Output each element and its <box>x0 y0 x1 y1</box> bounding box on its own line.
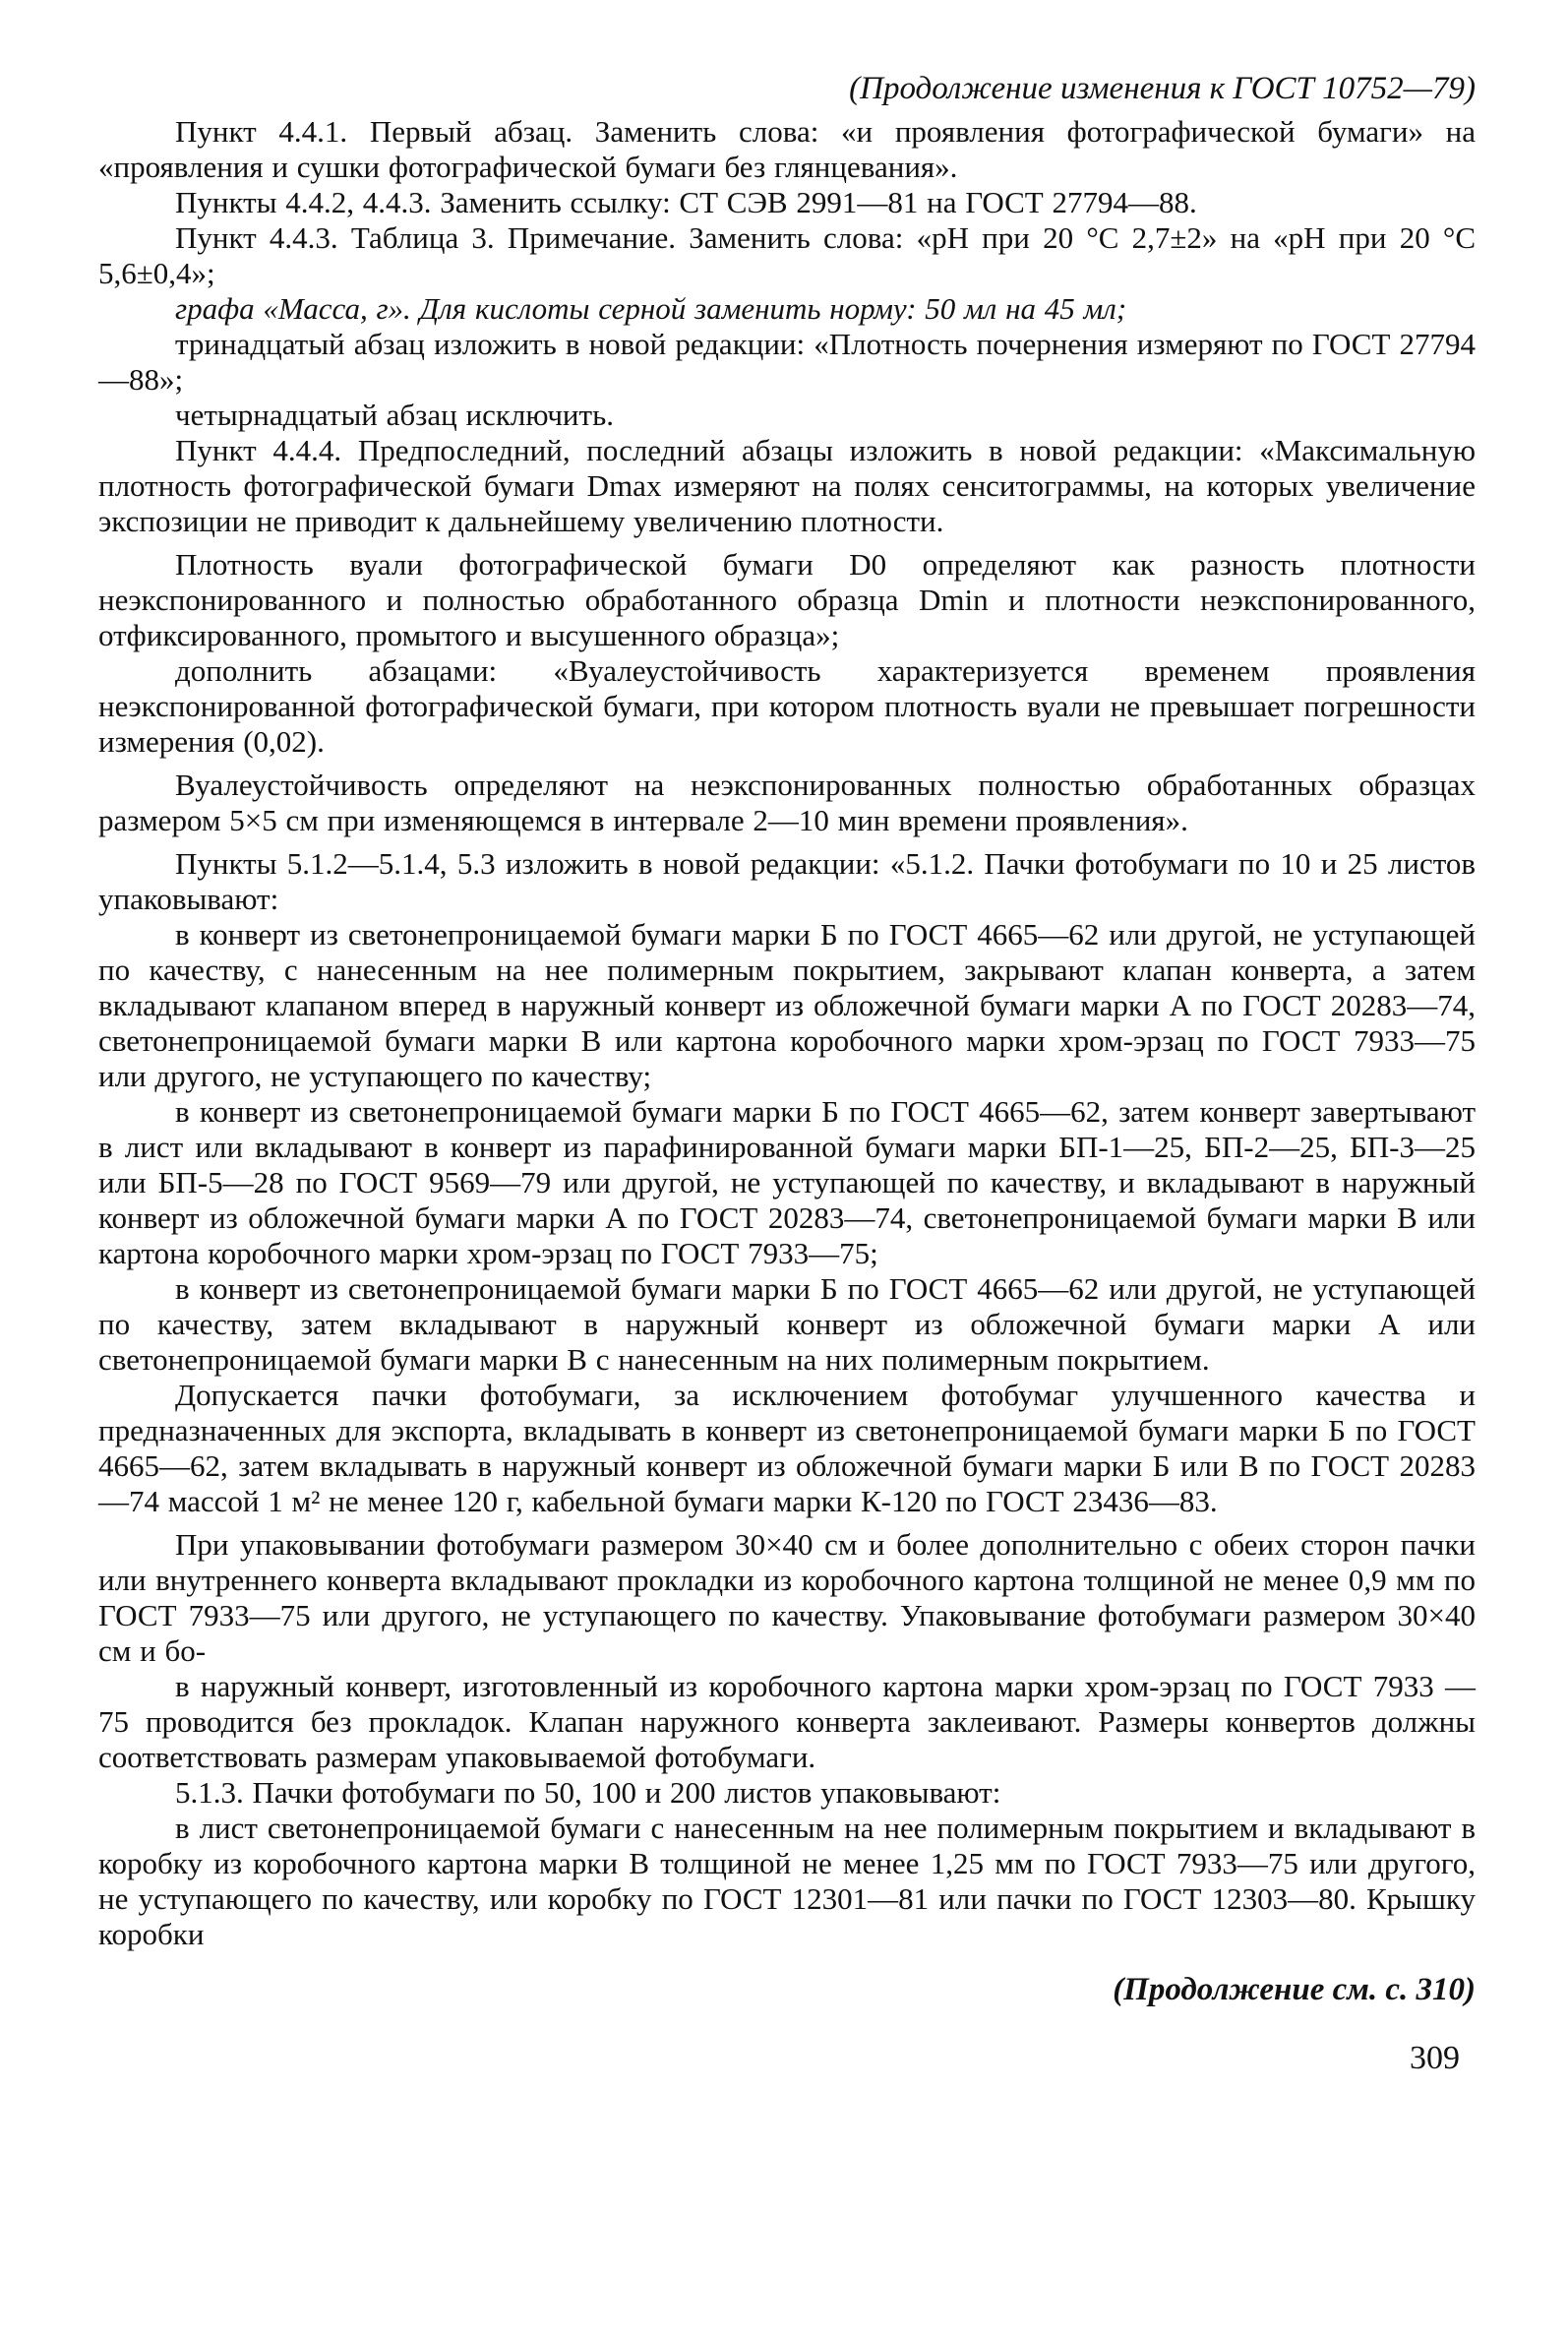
paragraph-5-1-3: 5.1.3. Пачки фотобумаги по 50, 100 и 200 листов упаковывают: <box>175 1775 1001 1810</box>
paragraph-4-4-4: Пункт 4.4.4. Предпоследний, последний абзацы изложить в новой редакции: «Максимальную плотность фотографической бумаги Dmax измеряют на полях сенситограммы, на которых увеличение экспозиции не приводит к дальнейшему увеличению плотности. <box>98 433 1476 538</box>
document-page <box>98 69 1476 2293</box>
paragraph-box-packing: в лист светонепроницаемой бумаги с нанесенным на нее полимерным покрытием и вкладывают в коробку из коробочного картона марки В толщиной не менее 1,25 мм по ГОСТ 7933—75 или другого, не уступающего по качеству, или коробку по ГОСТ 12301—81 или пачки по ГОСТ 12303—80. Крышку коробки <box>98 1811 1476 1951</box>
paragraph-4-4-1: Пункт 4.4.1. Первый абзац. Заменить слова: «и проявления фотографической бумаги» на «проявления и сушки фотографической бумаги без глянцевания». <box>98 114 1476 184</box>
paragraph-large-format: При упаковывании фотобумаги размером 30×40 см и более дополнительно с обеих сторон пачки или внутреннего конверта вкладывают прокладки из коробочного картона толщиной не менее 0,9 мм по ГОСТ 7933—75 или другого, не уступающего по качеству. Упаковывание фотобумаги размером 30×40 см и бо- <box>98 1527 1476 1668</box>
continuation-footer: (Продолжение см. с. 310) <box>1113 1972 1476 2007</box>
paragraph-fog-resistance: Вуалеустойчивость определяют на неэкспонированных полностью обработанных образцах размером 5×5 см при изменяющемся в интервале 2—10 мин времени проявления». <box>98 768 1476 837</box>
paragraph-fourteenth: четырнадцатый абзац исключить. <box>175 398 614 432</box>
paragraph-4-4-2: Пункты 4.4.2, 4.4.3. Заменить ссылку: СТ СЭВ 2991—81 на ГОСТ 27794—88. <box>175 185 1197 219</box>
paragraph-supplement: дополнить абзацами: «Вуалеустойчивость характеризуется временем проявления неэкспонированной фотографической бумаги, при котором плотность вуали не превышает погрешности измерения (0,02). <box>98 653 1476 759</box>
document-body <box>98 114 1476 1952</box>
paragraph-4-4-3: Пункт 4.4.3. Таблица 3. Примечание. Заменить слова: «pH при 20 °С 2,7±2» на «pH при 20 °С 5,6±0,4»; <box>98 220 1476 290</box>
continuation-header: (Продолжение изменения к ГОСТ 10752—79) <box>849 71 1476 106</box>
paragraph-allowed: Допускается пачки фотобумаги, за исключением фотобумаг улучшенного качества и предназначенных для экспорта, вкладывать в конверт из светонепроницаемой бумаги марки Б по ГОСТ 4665—62, затем вкладывать в наружный конверт из обложечной бумаги марки Б или В по ГОСТ 20283—74 массой 1 м² не менее 120 г, кабельной бумаги марки К-120 по ГОСТ 23436—83. <box>98 1378 1476 1518</box>
paragraph-fog-density: Плотность вуали фотографической бумаги D0 определяют как разность плотности неэкспонированного и полностью обработанного образца Dmin и плотности неэкспонированного, отфиксированного, промытого и высушенного образца»; <box>98 547 1476 652</box>
paragraph-envelope-1: в конверт из светонепроницаемой бумаги марки Б по ГОСТ 4665—62 или другой, не уступающей по качеству, с нанесенным на нее полимерным покрытием, закрывают клапан конверта, а затем вкладывают клапаном вперед в наружный конверт из обложечной бумаги марки А по ГОСТ 20283—74, светонепроницаемой бумаги марки В или картона коробочного марки хром-эрзац по ГОСТ 7933—75 или другого, не уступающего по качеству; <box>98 917 1476 1093</box>
paragraph-outer-envelope: в наружный конверт, изготовленный из коробочного картона марки хром-эрзац по ГОСТ 7933 —75 проводится без прокладок. Клапан наружного конверта заклеивают. Размеры конвертов должны соответствовать размерам упаковываемой фотобумаги. <box>98 1669 1476 1774</box>
paragraph-mass-column: графа «Масса, г». Для кислоты серной заменить норму: 50 мл на 45 мл; <box>175 291 1127 326</box>
paragraph-thirteenth: тринадцатый абзац изложить в новой редакции: «Плотность почернения измеряют по ГОСТ 27794—88»; <box>98 327 1476 397</box>
page-number: 309 <box>1410 2040 1460 2076</box>
paragraph-envelope-3: в конверт из светонепроницаемой бумаги марки Б по ГОСТ 4665—62 или другой, не уступающей по качеству, затем вкладывают в наружный конверт из обложечной бумаги марки А или светонепроницаемой бумаги марки В с нанесенным на них полимерным покрытием. <box>98 1271 1476 1377</box>
paragraph-5-1-2: Пункты 5.1.2—5.1.4, 5.3 изложить в новой редакции: «5.1.2. Пачки фотобумаги по 10 и 25 листов упаковывают: <box>98 846 1476 916</box>
paragraph-envelope-2: в конверт из светонепроницаемой бумаги марки Б по ГОСТ 4665—62, затем конверт завертывают в лист или вкладывают в конверт из парафинированной бумаги марки БП-1—25, БП-2—25, БП-3—25 или БП-5—28 по ГОСТ 9569—79 или другой, не уступающей по качеству, и вкладывают в наружный конверт из обложечной бумаги марки А по ГОСТ 20283—74, светонепроницаемой бумаги марки В или картона коробочного марки хром-эрзац по ГОСТ 7933—75; <box>98 1094 1476 1270</box>
